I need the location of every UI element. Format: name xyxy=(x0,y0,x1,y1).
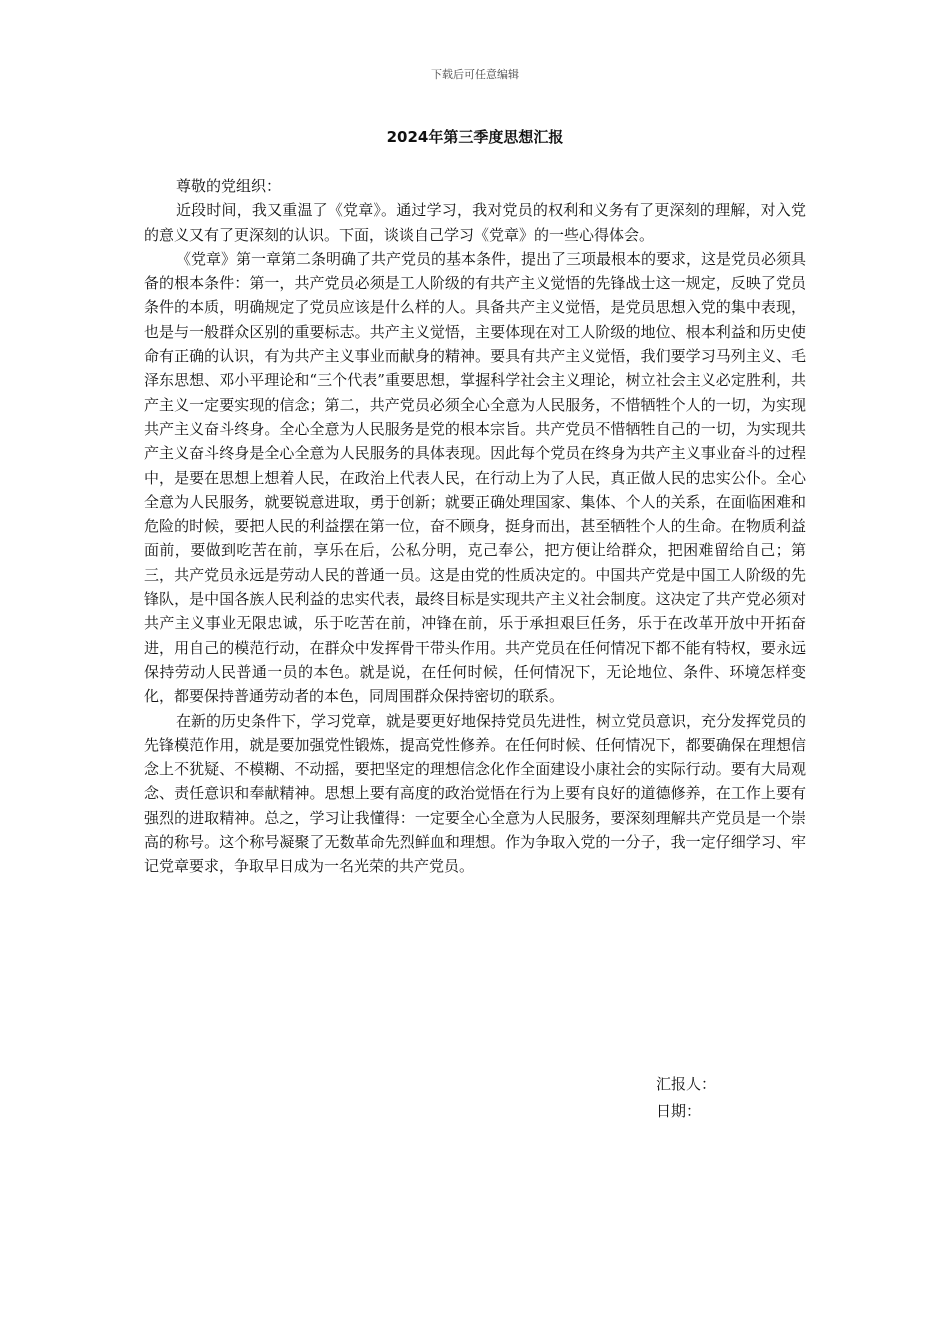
document-title: 2024年第三季度思想汇报 xyxy=(386,128,564,146)
reporter-label: 汇报人： xyxy=(656,1075,717,1093)
paragraph-party-constitution: 《党章》第一章第二条明确了共产党员的基本条件，提出了三项最根本的要求，这是党员必须具备的根本条件：第一，共产党员必须是工人阶级的有共产主义觉悟的先锋战士这一规定，反映了党员条件的本质，明确规定了党员应该是什么样的人。具备共产主义觉悟，是党员思想入党的集中表现，也是与一般群众区别的重要标志。共产主义觉悟，主要体现在对工人阶级的地位、根本利益和历史使命有正确的认识，有为共产主义事业而献身的精神。要具有共产主义觉悟，我们要学习马列主义、毛泽东思想、邓小平理论和“三个代表”重要思想，掌握科学社会主义理论，树立社会主义必定胜利，共产主义一定要实现的信念；第二，共产党员必须全心全意为人民服务，不惜牺牲个人的一切，为实现共产主义奋斗终身。全心全意为人民服务是党的根本宗旨。共产党员不惜牺牲自己的一切，为实现共产主义奋斗终身是全心全意为人民服务的具体表现。因此每个党员在终身为共产主义事业奋斗的过程中，是要在思想上想着人民，在政治上代表人民，在行动上为了人民，真正做人民的忠实公仆。全心全意为人民服务，就要锐意进取，勇于创新；就要正确处理国家、集体、个人的关系，在面临困难和危险的时候，要把人民的利益摆在第一位，奋不顾身，挺身而出，甚至牺牲个人的生命。在物质利益面前，要做到吃苦在前，享乐在后，公私分明，克己奉公，把方便让给群众，把困难留给自己；第三，共产党员永远是劳动人民的普通一员。这是由党的性质决定的。中国共产党是中国工人阶级的先锋队，是中国各族人民利益的忠实代表，最终目标是实现共产主义社会制度。这决定了共产党必须对共产主义事业无限忠诚，乐于吃苦在前，冲锋在前，乐于承担艰巨任务，乐于在改革开放中开拓奋进，用自己的模范行动，在群众中发挥骨干带头作用。共产党员在任何情况下都不能有特权，要永远保持劳动人民普通一员的本色。就是说，在任何时候，任何情况下，无论地位、条件、环境怎样变化，都要保持普通劳动者的本色，同周围群众保持密切的联系。 xyxy=(144,249,807,706)
paragraph-intro: 近段时间，我又重温了《党章》。通过学习，我对党员的权利和义务有了更深刻的理解，对入党的意义又有了更深刻的认识。下面，谈谈自己学习《党章》的一些心得体会。 xyxy=(144,201,806,244)
date-label: 日期： xyxy=(656,1102,702,1120)
header-note: 下载后可任意编辑 xyxy=(431,68,519,81)
paragraph-conclusion: 在新的历史条件下，学习党章，就是要更好地保持党员先进性，树立党员意识，充分发挥党员的先锋模范作用，就是要加强党性锻炼，提高党性修养。在任何时候、任何情况下，都要确保在理想信念上不犹疑、不模糊、不动摇，要把坚定的理想信念化作全面建设小康社会的实际行动。要有大局观念、责任意识和奉献精神。思想上要有高度的政治觉悟在行为上要有良好的道德修养，在工作上要有强烈的进取精神。总之，学习让我懂得：一定要全心全意为人民服务，要深刻理解共产党员是一个崇高的称号。这个称号凝聚了无数革命先烈鲜血和理想。作为争取入党的一分子，我一定仔细学习、牢记党章要求，争取早日成为一名光荣的共产党员。 xyxy=(144,711,807,876)
document-body xyxy=(144,174,806,879)
salutation: 尊敬的党组织： xyxy=(176,177,282,195)
signature-block xyxy=(656,1071,716,1125)
